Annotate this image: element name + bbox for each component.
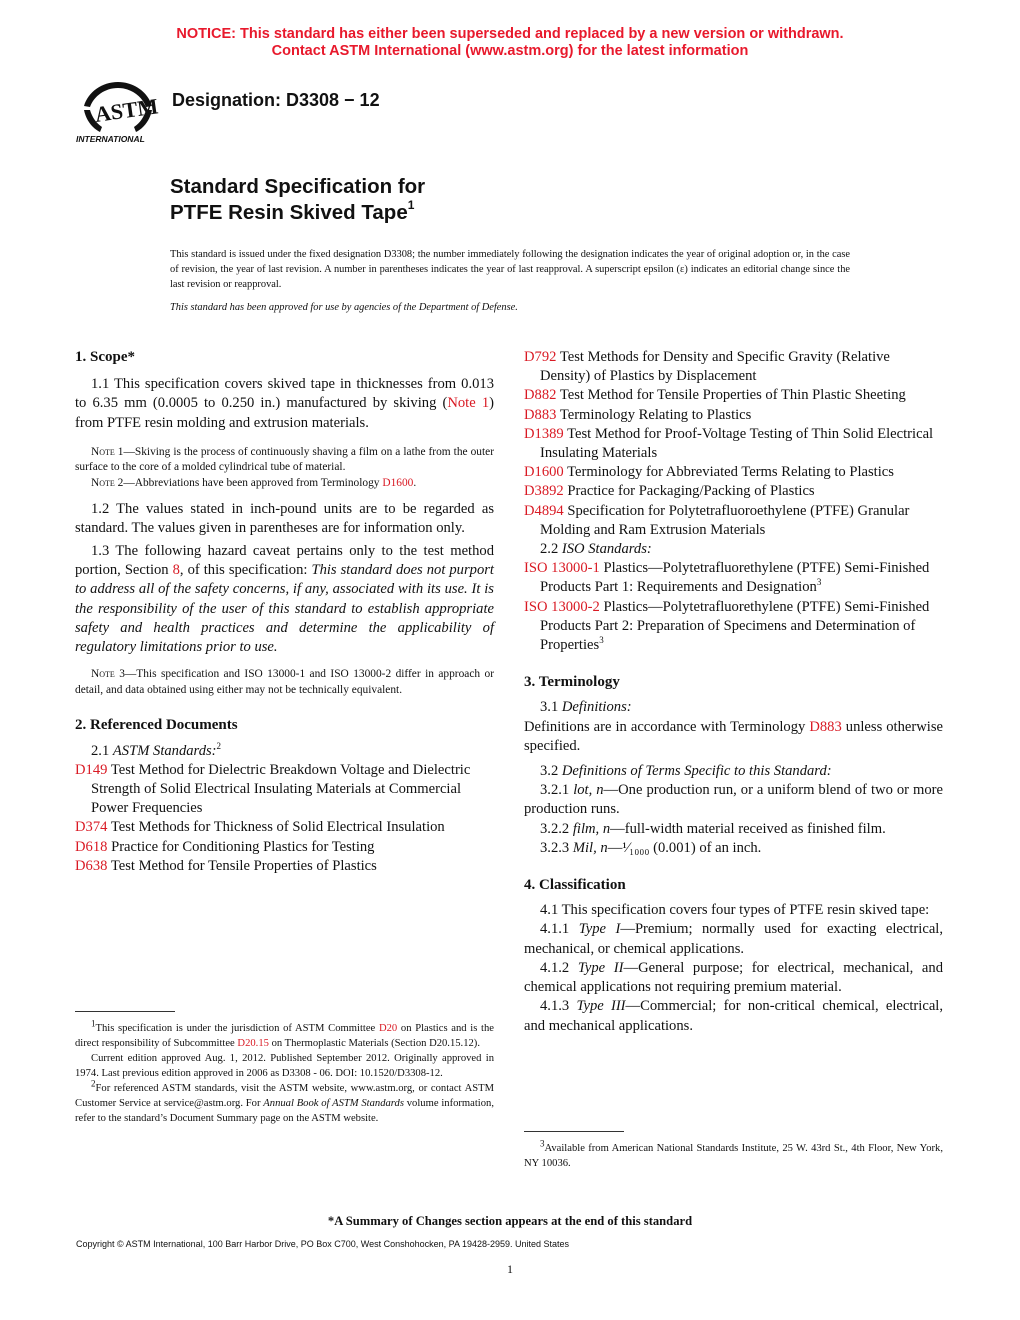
reference-code-link[interactable]: D149	[75, 761, 108, 778]
def-film: 3.2.2 film, n—full-width material received as finished film.	[540, 820, 886, 837]
reference-item: D1389 Test Method for Proof-Voltage Testing of Thin Solid Electrical Insulating Materials	[524, 425, 934, 462]
def-mil: 3.2.3 Mil, n—¹⁄₁₀₀₀ (0.001) of an inch.	[540, 839, 762, 856]
reference-code-link[interactable]: D1389	[524, 425, 564, 442]
para-1-3: 1.3 The following hazard caveat pertains only to the test method portion, Section 8, of this specification: This standard does not purport to address all of the safety concerns, if any, associated with its use. It is the responsibility of the user of this standard to establish appropriate safety and health practices and determine the applicability of regulatory limitations prior to use.	[75, 543, 494, 656]
astm-ref-list-right	[524, 348, 943, 540]
iso-ref-list	[524, 559, 943, 655]
summary-of-changes-note: *A Summary of Changes section appears at the end of this standard	[327, 1214, 693, 1228]
d1600-link[interactable]: D1600	[382, 477, 414, 489]
note-1: Note 1—Skiving is the process of continuously shaving a film on a lathe from the outer surface to the core of a molded cylindrical tube of material.	[75, 445, 494, 474]
logo-letters: ASTM	[93, 93, 160, 127]
scope-heading: 1. Scope*	[75, 349, 135, 365]
reference-code-link[interactable]: D4894	[524, 502, 564, 519]
reference-code-link[interactable]: D374	[75, 819, 108, 836]
issued-notice: This standard is issued under the fixed designation D3308; the number immediately following the designation indicates the year of original adoption or, in the case of revision, the year of last revision. A number in parentheses indicates the year of last reapproval. A superscript epsilon (ε) indicates an editorial change since the last revision or reapproval.	[170, 249, 850, 290]
para-1-1: 1.1 This specification covers skived tape in thicknesses from 0.013 to 6.35 mm (0.0005 to 0.250 in.) manufactured by skiving (Note 1) from PTFE resin molding and extrusion materials.	[75, 376, 494, 431]
left-column	[75, 348, 494, 876]
footnote-rule-right	[524, 1131, 624, 1132]
para-3-2: 3.2 Definitions of Terms Specific to this Standard:	[540, 763, 832, 780]
terminology-heading: 3. Terminology	[524, 674, 620, 691]
designation: Designation: D3308 − 12	[172, 90, 380, 110]
dod-approval: This standard has been approved for use by agencies of the Department of Defense.	[170, 302, 518, 313]
reference-item: D4894 Specification for Polytetrafluoroethylene (PTFE) Granular Molding and Ram Extrusion Materials	[524, 502, 910, 538]
d20-link[interactable]: D20	[378, 1023, 398, 1034]
d883-link[interactable]: D883	[809, 718, 842, 735]
footnote-1-edition: Current edition approved Aug. 1, 2012. Published September 2012. Originally approved in 1974. Last previous edition approved in 2006 as D3308 - 06. DOI: 10.1520/D3308-12.	[75, 1053, 494, 1079]
astm-logo	[74, 76, 162, 144]
reference-code-link[interactable]: D618	[75, 838, 108, 855]
notice-line-1: NOTICE: This standard has either been superseded and replaced by a new version or withdrawn.	[176, 26, 844, 42]
section-8-link[interactable]: 8	[172, 562, 180, 579]
para-1-2: 1.2 The values stated in inch-pound units are to be regarded as standard. The values given in parentheses are for information only.	[75, 500, 494, 536]
footnote-rule	[75, 1011, 175, 1012]
footnotes-right	[524, 1138, 943, 1171]
astm-standards-label: 2.1 ASTM Standards:$^2$	[91, 740, 222, 759]
reference-code-link[interactable]: ISO 13000-1	[524, 560, 600, 577]
iso-standards-label: 2.2 ISO Standards:	[540, 541, 652, 558]
astm-ref-list-left	[75, 761, 494, 876]
footnote-1: $^1$This specification is under the jurisdiction of ASTM Committee D20 on Plastics and is the direct responsibility of Subcommittee D20.15 on Thermoplastic Materials (Section D20.15.12).	[75, 1018, 494, 1049]
reference-code-link[interactable]: D792	[524, 349, 557, 365]
def-lot: 3.2.1 lot, n—One production run, or a uniform blend of two or more production runs.	[524, 782, 944, 818]
reference-item: D374 Test Methods for Thickness of Solid Electrical Insulation	[75, 819, 445, 836]
refdocs-heading: 2. Referenced Documents	[75, 717, 238, 734]
reference-code-link[interactable]: D1600	[524, 464, 564, 481]
logo-subtext: INTERNATIONAL	[76, 134, 145, 144]
reference-item: D149 Test Method for Dielectric Breakdown Voltage and Dielectric Strength of Solid Electrical Insulating Materials at Commercial Power Frequencies	[75, 761, 471, 817]
copyright: Copyright © ASTM International, 100 Barr Harbor Drive, PO Box C700, West Conshohocken, PA 19428-2959. United States	[76, 1239, 570, 1249]
type-2: 4.1.2 Type II—General purpose; for electrical, mechanical, and chemical applications not requiring premium material.	[524, 959, 943, 996]
reference-item: D882 Test Method for Tensile Properties of Thin Plastic Sheeting	[524, 387, 906, 404]
reference-item: D618 Practice for Conditioning Plastics for Testing	[75, 838, 375, 855]
type-3: 4.1.3 Type III—Commercial; for non-critical chemical, electrical, and mechanical applications.	[524, 998, 943, 1034]
reference-item: D638 Test Method for Tensile Properties of Plastics	[75, 857, 377, 874]
reference-item: ISO 13000-2 Plastics—Polytetrafluorethylene (PTFE) Semi-Finished Products Part 2: Preparation of Specimens and Determination of Properties$^3$	[524, 598, 930, 654]
reference-code-link[interactable]: D883	[524, 406, 557, 423]
right-column	[524, 348, 943, 1036]
para-3-1-text: Definitions are in accordance with Terminology D883 unless otherwise specified.	[524, 718, 943, 754]
reference-item: ISO 13000-1 Plastics—Polytetrafluorethylene (PTFE) Semi-Finished Products Part 1: Requirements and Designation$^3$	[524, 560, 930, 596]
classification-heading: 4. Classification	[524, 877, 626, 894]
footnote-2: $^2$For referenced ASTM standards, visit the ASTM website, www.astm.org, or contact ASTM Customer Service at service@astm.org. For Annual Book of ASTM Standards volume information, refer to the standard’s Document Summary page on the ASTM website.	[75, 1078, 494, 1124]
page-number: 1	[507, 1262, 513, 1276]
notice-line-2: Contact ASTM International (www.astm.org) for the latest information	[271, 43, 749, 59]
reference-item: D1600 Terminology for Abbreviated Terms Relating to Plastics	[524, 464, 894, 481]
d20-15-link[interactable]: D20.15	[237, 1038, 269, 1049]
note-1-link[interactable]: Note 1	[447, 395, 490, 412]
reference-code-link[interactable]: D3892	[524, 483, 564, 500]
footnote-3: $^3$Available from American National Standards Institute, 25 W. 43rd St., 4th Floor, New York, NY 10036.	[524, 1138, 943, 1169]
para-3-1: 3.1 Definitions:	[540, 699, 632, 716]
note-3: Note 3—This specification and ISO 13000-1 and ISO 13000-2 differ in approach or detail, and data obtained using either may not be technically equivalent.	[75, 668, 494, 696]
reference-code-link[interactable]: D638	[75, 857, 108, 874]
note-2: Note 2—Abbreviations have been approved from Terminology D1600.	[91, 477, 417, 489]
reference-item: D792 Test Methods for Density and Specific Gravity (Relative Density) of Plastics by Displacement	[524, 349, 890, 385]
reference-item: D3892 Practice for Packaging/Packing of Plastics	[524, 483, 815, 500]
para-4-1: 4.1 This specification covers four types of PTFE resin skived tape:	[540, 902, 930, 919]
reference-code-link[interactable]: D882	[524, 387, 557, 404]
type-1: 4.1.1 Type I—Premium; normally used for exacting electrical, mechanical, or chemical applications.	[524, 921, 943, 957]
footnotes-left	[75, 1018, 494, 1126]
document-title: Standard Specification for PTFE Resin Skived Tape$^1$	[170, 175, 426, 224]
reference-item: D883 Terminology Relating to Plastics	[524, 406, 752, 423]
reference-code-link[interactable]: ISO 13000-2	[524, 598, 600, 615]
